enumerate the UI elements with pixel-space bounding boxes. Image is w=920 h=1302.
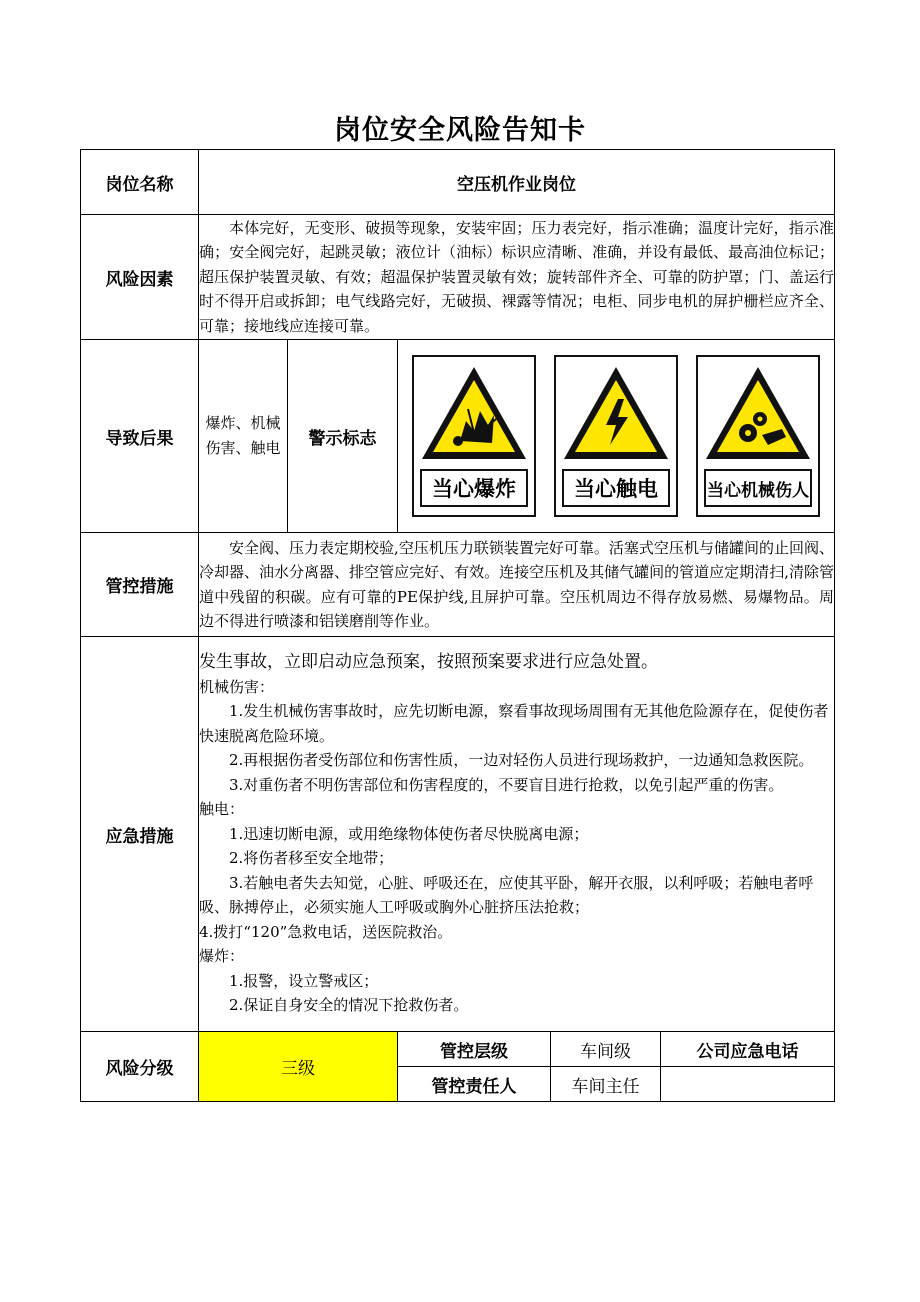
risk-factors-text: 本体完好，无变形、破损等现象，安装牢固；压力表完好，指示准确；温度计完好，指示准确；安全阀完好，起跳灵敏；液位计（油标）标识应清晰、准确，并设有最低、最高油位标记；超压保护装置灵敏、有效；超温保护装置灵敏有效；旋转部件齐全、可靠的防护罩；门、盖运行时不得开启或拆卸；电气线路完好，无破损、裸露等情况；电柜、同步电机的屏护栅栏应齐全、可靠；接地线应连接可靠。 (199, 215, 835, 340)
mechanical-title: 机械伤害： (199, 677, 275, 696)
emergency-phone-value (661, 1067, 835, 1102)
emergency-text (199, 637, 835, 1032)
consequences-text: 爆炸、机械伤害、触电 (199, 340, 288, 533)
electric-shock-sign-label: 当心触电 (562, 469, 670, 507)
explosion-title: 爆炸： (199, 947, 245, 966)
card-title: 岗位安全风险告知卡 (334, 115, 586, 146)
mechanical-injury-sign-label: 当心机械伤人 (704, 469, 812, 507)
control-level-label: 管控层级 (398, 1032, 551, 1067)
risk-grade-label: 风险分级 (81, 1032, 199, 1102)
emergency-label: 应急措施 (81, 637, 199, 1032)
emergency-lead: 发生事故，立即启动应急预案，按照预案要求进行应急处置。 (199, 652, 658, 673)
control-measures-label: 管控措施 (81, 533, 199, 637)
electric-shock-warning-sign (554, 355, 678, 517)
electric-title: 触电： (199, 800, 245, 819)
row-post (81, 150, 835, 215)
warning-signs-label: 警示标志 (288, 340, 398, 533)
electric-step-4: 4.拨打“120”急救电话，送医院救治。 (199, 922, 453, 941)
row-control-measures (81, 533, 835, 637)
electric-shock-icon (560, 363, 672, 463)
responsible-label: 管控责任人 (398, 1067, 551, 1102)
control-measures-text: 安全阀、压力表定期校验,空压机压力联锁装置完好可靠。活塞式空压机与储罐间的止回阀、冷却器、油水分离器、排空管应完好、有效。连接空压机及其储气罐间的管道应定期清扫,清除管道中残留的积碳。应有可靠的PE保护线,且屏护可靠。空压机周边不得存放易燃、易爆物品。周边不得进行喷漆和铝镁磨削等作业。 (199, 533, 835, 637)
row-emergency (81, 637, 835, 1032)
mechanical-step-2: 2.再根据伤者受伤部位和伤害性质，一边对轻伤人员进行现场救护，一边通知急救医院。 (229, 751, 814, 770)
mechanical-step-3: 3.对重伤者不明伤害部位和伤害程度的，不要盲目进行抢救，以免引起严重的伤害。 (229, 775, 784, 794)
row-risk-factors (81, 215, 835, 340)
mechanical-injury-icon (702, 363, 814, 463)
control-level-value: 车间级 (551, 1032, 661, 1067)
row-grading-1 (81, 1032, 835, 1067)
responsible-value: 车间主任 (551, 1067, 661, 1102)
explosion-sign-label: 当心爆炸 (420, 469, 528, 507)
row-consequences (81, 340, 835, 533)
post-value: 空压机作业岗位 (199, 150, 835, 215)
risk-factors-label: 风险因素 (81, 215, 199, 340)
electric-step-3: 3.若触电者失去知觉，心脏、呼吸还在，应使其平卧，解开衣服，以利呼吸；若触电者呼吸、脉搏停止，必须实施人工呼吸或胸外心脏挤压法抢救； (199, 873, 814, 917)
risk-grade-value: 三级 (199, 1032, 398, 1102)
consequences-label: 导致后果 (81, 340, 199, 533)
post-label: 岗位名称 (81, 150, 199, 215)
mechanical-injury-warning-sign (696, 355, 820, 517)
electric-step-2: 2.将伤者移至安全地带； (229, 849, 394, 868)
mechanical-step-1: 1.发生机械伤害事故时，应先切断电源，察看事故现场周围有无其他危险源存在，促使伤者快速脱离危险环境。 (199, 702, 829, 745)
explosion-step-2: 2.保证自身安全的情况下抢救伤者。 (229, 996, 469, 1015)
explosion-warning-sign (412, 355, 536, 517)
risk-card-table (80, 149, 835, 1102)
emergency-phone-label: 公司应急电话 (661, 1032, 835, 1067)
electric-step-1: 1.迅速切断电源，或用绝缘物体使伤者尽快脱离电源； (229, 824, 589, 843)
explosion-icon (418, 363, 530, 463)
warning-signs-area (398, 340, 835, 533)
explosion-step-1: 1.报警，设立警戒区； (229, 971, 379, 990)
